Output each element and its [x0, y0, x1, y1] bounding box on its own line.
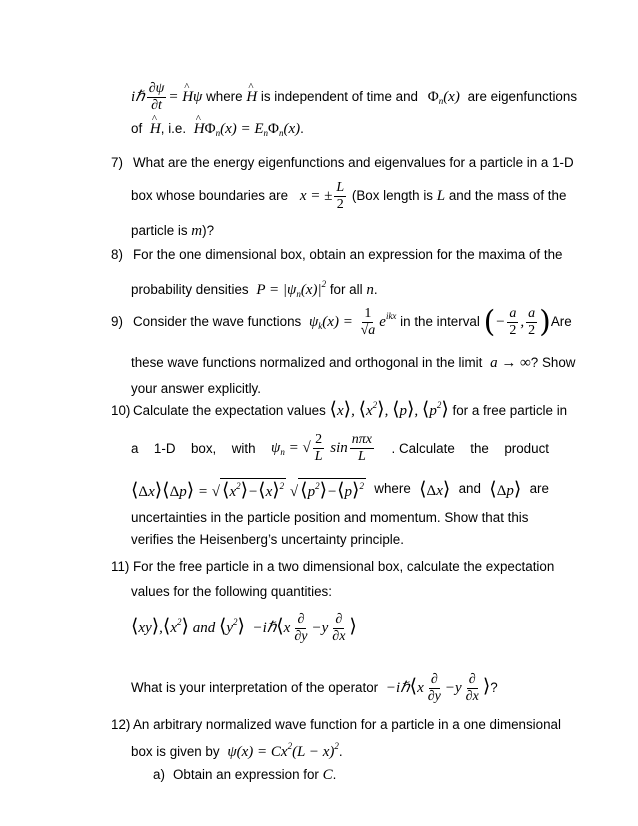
uncertainty-product: ⟨Δx⟩⟨Δp⟩ = √ $⟨x^2⟩-⟨x⟩^2$ √ $⟨p^2⟩-⟨p⟩^2$: [131, 479, 364, 501]
question-11: 11) For the free particle in a two dimensional box, calculate the expectation: [111, 559, 555, 574]
question-9: 9) Consider the wave functions $\psi_k(x)$ = $\frac{1}{√a}$ $e^{ikx}$ in the interval (− $\frac{a}{2}$ , $\frac{a}{2}$ )Are: [111, 304, 572, 340]
expectation-quantities: $⟨xy⟩,⟨x^2⟩$ and $⟨y^2⟩$ −iℏ⟨x $\frac{\partial}{\partial y}$ −y $\frac{\partial}{\partial x}$ ⟩: [131, 612, 357, 645]
text-where: where: [206, 89, 243, 105]
text-independent: is independent of time and: [260, 89, 418, 105]
eigen-line: of ^ H, i.e. ^ $H\Phi_n(x) = E_n\Phi_n(x)$.: [131, 122, 304, 138]
eigen-equation: ^ $H\Phi_n(x) = E_n\Phi_n(x)$: [194, 121, 300, 137]
question-10: 10) Calculate the expectation values ⟨x⟩, $⟨x^2⟩$, ⟨p⟩, $⟨p^2⟩$ for a free particle in: [111, 398, 568, 420]
schrodinger-equation: iℏ $\frac{\partial\psi}{\partial t}$ = ^ Hψ: [131, 89, 202, 105]
schrodinger-line: iℏ $\frac{\partial\psi}{\partial t}$ = ^ Hψ where ^ H is independent of time and $\Phi_n(x)$ are eigenfunctions: [131, 81, 577, 114]
question-7: 7) What are the energy eigenfunctions and eigenvalues for a particle in a 1-D: [111, 155, 574, 170]
document-page: iℏ $\frac{\partial\psi}{\partial t}$ = ^ Hψ where ^ H is independent of time and $\Phi_n(x)$ are eigenfunctions of ^ H, i.e. ^ $H\Phi_n(x) = E_n\Phi_n(x)$. 7) What are the energy eigenfunctions and eigenvalues for a particle in a 1-D box whose boundaries are x = ± $\frac{L}{2}$ (Box length is L and the mass of the particle is m)? 8) For the one dimensional box, obtain an expression for the maxima of the probability densities $P = |\psi_n(x)|^2$ for all n. 9) Consider the wave functions $\psi_k(x)$ = $\frac{1}{√a}$ $e^{ikx}$ in the interval (− $\frac{a}{2}$ , $\frac{a}{2}$ )Are these wave functions normalized and orthogonal in the limit a → ∞? Show your answer explicitly. 10) Calculate the expectation values ⟨x⟩, $⟨x^2⟩$, ⟨p⟩, $⟨p^2⟩$ for a free particle in a 1-D box, with $\psi_n$ = √ $\frac{2}{L}$ sin $\frac{\text{nπx}}{L}$ . Calculate the product ⟨Δx⟩⟨Δp⟩ = √ $⟨x^2⟩-⟨x⟩^2$ √ $⟨p^2⟩-⟨p⟩^2$ where ⟨Δx⟩ and ⟨Δp⟩ are uncertainties in the particle position and momentum. Show that this verifies the Heisenberg’s uncertainty principle. 11) For the free particle in a two dimensional box, calculate the expectation values for the following quantities: $⟨xy⟩,⟨x^2⟩$ and $⟨y^2⟩$ −iℏ⟨x $\frac{\partial}{\partial y}$ −y $\frac{\partial}{\partial x}$ ⟩ What is your interpretation of the operator −iℏ⟨x $\frac{\partial}{\partial y}$ −y $\frac{\partial}{\partial x}$ ⟩? 12) An arbitrary normalized wave function for a particle in a one dimensional box is given by $\psi(x) = Cx^2(L - x)^2$. a) Obtain an expression for C.: [0, 0, 638, 826]
text-eigenfunctions: are eigenfunctions: [467, 89, 578, 105]
question-12a: a) Obtain an expression for C.: [153, 767, 337, 783]
question-8: 8) For the one dimensional box, obtain an expression for the maxima of the: [111, 247, 563, 262]
question-12: 12) An arbitrary normalized wave function for a particle in a one dimensional: [111, 717, 561, 732]
